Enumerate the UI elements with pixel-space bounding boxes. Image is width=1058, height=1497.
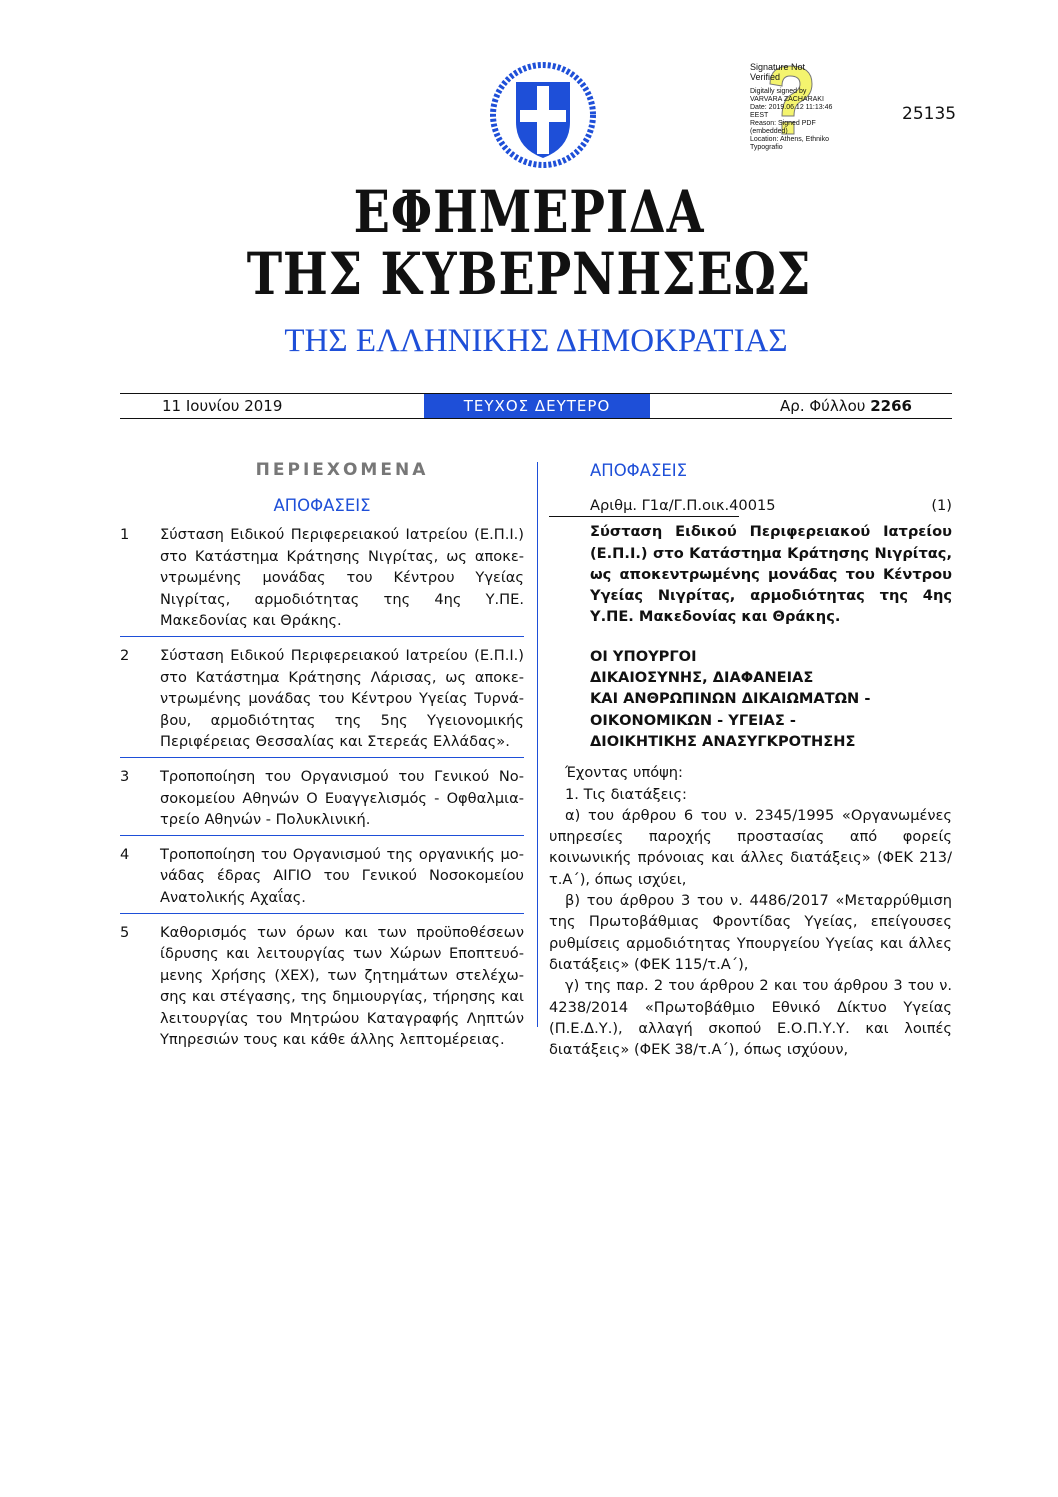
decision-reference <box>549 495 952 516</box>
decision-reference-number: Αριθμ. Γ1α/Γ.Π.οικ.40015 <box>590 497 776 514</box>
item-text: Τροποποίηση του Οργανισμού της οργανικής μονάδας έδρας ΑΙΓΙΟ του Γενικού Νοσοκομείου Ανατολικής Αχαΐας. <box>160 845 524 906</box>
item-text: Καθορισμός των όρων και των προϋποθέσεων ίδρυσης και λειτουργίας των Χώρων Εποπτευόμενης Χρήσης (ΧΕΧ), των ζητημάτων στελέχωσης και στέγασης, της δημιουργίας, τήρησης και λειτουργίας του Μητρώου Καταγραφής Ληπτών Υπηρεσιών τους και κάθε άλλης λεπτομέρειας. <box>160 923 524 1049</box>
issue-series: ΤΕΥΧΟΣ ΔΕΥΤΕΡΟ <box>424 394 650 418</box>
item-number: 2 <box>120 646 130 664</box>
item-number: 1 <box>120 526 130 543</box>
sheet-label: Αρ. Φύλλου <box>780 397 866 415</box>
decision-paragraph: Έχοντας υπόψη: <box>565 764 683 782</box>
signature-line: (embedded) <box>750 128 788 135</box>
decision-column <box>549 460 952 1060</box>
ministers-line: ΟΙΚΟΝΟΜΙΚΩΝ - ΥΓΕΙΑΣ - <box>590 711 796 729</box>
reference-underline <box>549 516 739 517</box>
signature-line: VARVARA ZACHARAKI <box>750 96 824 103</box>
decision-section: ΑΠΟΦΑΣΕΙΣ <box>590 461 688 480</box>
decision-paragraph: γ) της παρ. 2 του άρθρου 2 και του άρθρου 3 του ν. 4238/2014 «Πρωτοβάθμιο Εθνικό Δίκτυο Υγείας (Π.Ε.Δ.Υ.), αλλαγή σκοπού Ε.Ο.Π.Υ.Υ. και λοιπές διατάξεις» (ΦΕΚ 38/τ.Α΄), όπως ισχύουν, <box>549 977 952 1059</box>
coat-of-arms-icon <box>488 60 598 174</box>
signature-line: Reason: Signed PDF <box>750 120 816 127</box>
masthead-title-line1: ΕΦΗΜΕΡΙΔΑ <box>353 178 705 246</box>
item-number: 3 <box>120 767 130 785</box>
item-text: Τροποποίηση του Οργανισμού του Γενικού Νοσοκομείου Αθηνών Ο Ευαγγελισμός - Οφθαλμιατρείο Αθηνών - Πολυκλινική. <box>160 767 524 829</box>
decision-paragraph: α) του άρθρου 6 του ν. 2345/1995 «Οργανωμένες υπηρεσίες παροχής προστασίας από φορείς κοινωνικής πρόνοιας και άλλες διατάξεις» (ΦΕΚ 213/τ.Α΄), όπως ισχύει, <box>549 806 952 888</box>
ministers-line: ΔΙΚΑΙΟΣΥΝΗΣ, ΔΙΑΦΑΝΕΙΑΣ <box>590 669 814 687</box>
contents-item[interactable] <box>120 758 524 836</box>
contents-item[interactable] <box>120 516 524 637</box>
issue-date: 11 Ιουνίου 2019 <box>162 397 283 415</box>
ministers-line: ΔΙΟΙΚΗΤΙΚΗΣ ΑΝΑΣΥΓΚΡΟΤΗΣΗΣ <box>590 732 856 750</box>
column-divider <box>537 462 538 1027</box>
signature-line: Typografio <box>750 144 783 151</box>
item-number: 4 <box>120 845 130 863</box>
masthead-title-line2: ΤΗΣ ΚΥΒΕΡΝΗΣΕΩΣ <box>246 240 812 308</box>
item-text: Σύσταση Ειδικού Περιφερειακού Ιατρείου (Ε.Π.Ι.) στο Κατάστημα Κράτησης Νιγρίτας, ως αποκεντρωμένης μονάδας του Κέντρου Υγείας Νιγρίτας, αρμοδιότητας της 4ης Υ.ΠΕ. Μακεδονίας και Θράκης. <box>160 526 524 630</box>
contents-heading: ΠΕΡΙΕΧΟΜΕΝΑ <box>255 460 429 480</box>
decision-title: Σύσταση Ειδικού Περιφερειακού Ιατρείου (Ε.Π.Ι.) στο Κατάστημα Κράτησης Νιγρίτας, ως αποκεντρωμένης μονάδας του Κέντρου Υγείας Νιγρίτας, αρμοδιότητας της 4ης Υ.ΠΕ. Μακεδονίας και Θράκης. <box>590 523 952 626</box>
masthead-subtitle: ΤΗΣ ΕΛΛΗΝΙΚΗΣ ΔΗΜΟΚΡΑΤΙΑΣ <box>284 323 788 359</box>
ministers-line: ΟΙ ΥΠΟΥΡΓΟΙ <box>590 647 697 665</box>
item-number: 5 <box>120 923 130 941</box>
signature-status-line: Signature Not <box>750 62 806 72</box>
item-text: Σύσταση Ειδικού Περιφερειακού Ιατρείου (Ε.Π.Ι.) στο Κατάστημα Κράτησης Λάρισας, ως αποκεντρωμένης μονάδας του Κέντρου Υγείας Τυρνάβου, αρμοδιότητας της 5ης Υγειονομικής Περιφέρειας Θεσσαλίας και Στερεάς Ελλάδας». <box>160 646 524 751</box>
contents-item[interactable] <box>120 637 524 758</box>
contents-section: ΑΠΟΦΑΣΕΙΣ <box>273 496 371 515</box>
issue-info-bar <box>120 393 952 419</box>
signature-line: Location: Athens, Ethniko <box>750 136 829 143</box>
contents-column <box>120 460 524 1055</box>
signature-block[interactable] <box>750 62 850 152</box>
signature-line: EEST <box>750 112 769 119</box>
signature-status-line: Verified <box>750 72 781 82</box>
decision-paragraph: 1. Τις διατάξεις: <box>565 785 687 803</box>
contents-item[interactable] <box>120 914 524 1056</box>
decision-reference-index: (1) <box>931 497 952 514</box>
ministers-heading <box>590 646 952 752</box>
sheet-number-value: 2266 <box>870 397 912 415</box>
contents-item[interactable] <box>120 836 524 914</box>
decision-paragraph: β) του άρθρου 3 του ν. 4486/2017 «Μεταρρύθμιση της Πρωτοβάθμιας Φροντίδας Υγείας, επείγουσες ρυθμίσεις αρμοδιότητας Υπουργείου Υγείας και άλλες διατάξεις» (ΦΕΚ 115/τ.Α΄), <box>549 892 952 973</box>
sheet-number <box>780 397 912 415</box>
signature-line: Date: 2019.06.12 11:13:46 <box>750 104 833 111</box>
signature-line: Digitally signed by <box>750 88 807 95</box>
page-number: 25135 <box>902 104 957 124</box>
ministers-line: ΚΑΙ ΑΝΘΡΩΠΙΝΩΝ ΔΙΚΑΙΩΜΑΤΩΝ - <box>590 690 871 708</box>
